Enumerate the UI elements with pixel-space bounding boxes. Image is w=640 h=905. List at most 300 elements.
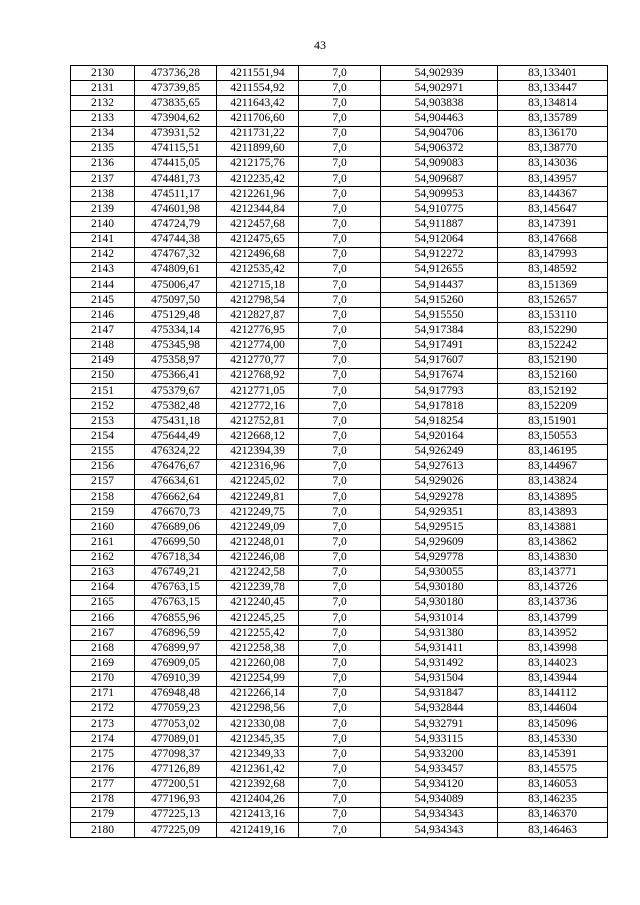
x-coordinate-cell: 473736,28 [135, 66, 217, 81]
x-coordinate-cell: 474115,51 [135, 141, 217, 156]
latitude-cell: 54,915260 [381, 293, 498, 308]
latitude-cell: 54,929609 [381, 535, 498, 550]
longitude-cell: 83,143824 [498, 474, 608, 489]
table-row [71, 444, 608, 459]
y-coordinate-cell: 4212255,42 [217, 626, 299, 641]
y-coordinate-cell: 4212249,75 [217, 505, 299, 520]
height-cell: 7,0 [299, 656, 381, 671]
x-coordinate-cell: 476699,50 [135, 535, 217, 550]
x-coordinate-cell: 474415,05 [135, 156, 217, 171]
latitude-cell: 54,909083 [381, 156, 498, 171]
y-coordinate-cell: 4212316,96 [217, 459, 299, 474]
point-number-cell: 2146 [71, 308, 135, 323]
latitude-cell: 54,912655 [381, 262, 498, 277]
height-cell: 7,0 [299, 762, 381, 777]
y-coordinate-cell: 4212249,09 [217, 520, 299, 535]
longitude-cell: 83,152209 [498, 399, 608, 414]
x-coordinate-cell: 475366,41 [135, 368, 217, 383]
longitude-cell: 83,153110 [498, 308, 608, 323]
longitude-cell: 83,143944 [498, 671, 608, 686]
height-cell: 7,0 [299, 338, 381, 353]
y-coordinate-cell: 4212242,58 [217, 565, 299, 580]
table-row [71, 126, 608, 141]
height-cell: 7,0 [299, 717, 381, 732]
x-coordinate-cell: 477126,89 [135, 762, 217, 777]
point-number-cell: 2162 [71, 550, 135, 565]
point-number-cell: 2148 [71, 338, 135, 353]
point-number-cell: 2145 [71, 293, 135, 308]
latitude-cell: 54,930055 [381, 565, 498, 580]
point-number-cell: 2141 [71, 232, 135, 247]
longitude-cell: 83,143830 [498, 550, 608, 565]
height-cell: 7,0 [299, 262, 381, 277]
table-row [71, 277, 608, 292]
latitude-cell: 54,917793 [381, 383, 498, 398]
longitude-cell: 83,144112 [498, 686, 608, 701]
longitude-cell: 83,151369 [498, 277, 608, 292]
latitude-cell: 54,902971 [381, 81, 498, 96]
point-number-cell: 2136 [71, 156, 135, 171]
x-coordinate-cell: 474724,79 [135, 217, 217, 232]
point-number-cell: 2143 [71, 262, 135, 277]
table-row [71, 807, 608, 822]
height-cell: 7,0 [299, 202, 381, 217]
table-row [71, 202, 608, 217]
table-row [71, 187, 608, 202]
table-row [71, 777, 608, 792]
latitude-cell: 54,932844 [381, 701, 498, 716]
latitude-cell: 54,933200 [381, 747, 498, 762]
latitude-cell: 54,931380 [381, 626, 498, 641]
height-cell: 7,0 [299, 535, 381, 550]
y-coordinate-cell: 4212715,18 [217, 277, 299, 292]
y-coordinate-cell: 4212768,92 [217, 368, 299, 383]
longitude-cell: 83,145575 [498, 762, 608, 777]
point-number-cell: 2132 [71, 96, 135, 111]
y-coordinate-cell: 4212260,08 [217, 656, 299, 671]
latitude-cell: 54,911887 [381, 217, 498, 232]
table-row [71, 626, 608, 641]
y-coordinate-cell: 4212772,16 [217, 399, 299, 414]
y-coordinate-cell: 4212496,68 [217, 247, 299, 262]
longitude-cell: 83,152160 [498, 368, 608, 383]
y-coordinate-cell: 4212774,00 [217, 338, 299, 353]
longitude-cell: 83,135789 [498, 111, 608, 126]
height-cell: 7,0 [299, 777, 381, 792]
latitude-cell: 54,909953 [381, 187, 498, 202]
point-number-cell: 2160 [71, 520, 135, 535]
table-row [71, 580, 608, 595]
x-coordinate-cell: 476324,22 [135, 444, 217, 459]
height-cell: 7,0 [299, 565, 381, 580]
latitude-cell: 54,931014 [381, 611, 498, 626]
table-row [71, 262, 608, 277]
y-coordinate-cell: 4212798,54 [217, 293, 299, 308]
x-coordinate-cell: 474481,73 [135, 171, 217, 186]
table-row [71, 96, 608, 111]
longitude-cell: 83,147668 [498, 232, 608, 247]
longitude-cell: 83,146370 [498, 807, 608, 822]
y-coordinate-cell: 4212235,42 [217, 171, 299, 186]
height-cell: 7,0 [299, 353, 381, 368]
y-coordinate-cell: 4212392,68 [217, 777, 299, 792]
point-number-cell: 2156 [71, 459, 135, 474]
table-row [71, 489, 608, 504]
latitude-cell: 54,929026 [381, 474, 498, 489]
longitude-cell: 83,152657 [498, 293, 608, 308]
point-number-cell: 2179 [71, 807, 135, 822]
y-coordinate-cell: 4212254,99 [217, 671, 299, 686]
height-cell: 7,0 [299, 232, 381, 247]
height-cell: 7,0 [299, 126, 381, 141]
point-number-cell: 2167 [71, 626, 135, 641]
table-row [71, 641, 608, 656]
x-coordinate-cell: 474511,17 [135, 187, 217, 202]
point-number-cell: 2168 [71, 641, 135, 656]
table-row [71, 323, 608, 338]
point-number-cell: 2147 [71, 323, 135, 338]
height-cell: 7,0 [299, 580, 381, 595]
longitude-cell: 83,146235 [498, 792, 608, 807]
point-number-cell: 2133 [71, 111, 135, 126]
latitude-cell: 54,930180 [381, 580, 498, 595]
y-coordinate-cell: 4212419,16 [217, 823, 299, 838]
table-row [71, 747, 608, 762]
y-coordinate-cell: 4212361,42 [217, 762, 299, 777]
table-row [71, 595, 608, 610]
longitude-cell: 83,146053 [498, 777, 608, 792]
longitude-cell: 83,150553 [498, 429, 608, 444]
y-coordinate-cell: 4212413,16 [217, 807, 299, 822]
y-coordinate-cell: 4212475,65 [217, 232, 299, 247]
latitude-cell: 54,903838 [381, 96, 498, 111]
y-coordinate-cell: 4212175,76 [217, 156, 299, 171]
height-cell: 7,0 [299, 520, 381, 535]
table-row [71, 792, 608, 807]
point-number-cell: 2142 [71, 247, 135, 262]
x-coordinate-cell: 476855,96 [135, 611, 217, 626]
point-number-cell: 2154 [71, 429, 135, 444]
longitude-cell: 83,133401 [498, 66, 608, 81]
latitude-cell: 54,930180 [381, 595, 498, 610]
y-coordinate-cell: 4212248,01 [217, 535, 299, 550]
x-coordinate-cell: 474744,38 [135, 232, 217, 247]
y-coordinate-cell: 4211643,42 [217, 96, 299, 111]
x-coordinate-cell: 477059,23 [135, 701, 217, 716]
y-coordinate-cell: 4211706,60 [217, 111, 299, 126]
height-cell: 7,0 [299, 641, 381, 656]
point-number-cell: 2169 [71, 656, 135, 671]
x-coordinate-cell: 476910,39 [135, 671, 217, 686]
table-row [71, 399, 608, 414]
point-number-cell: 2178 [71, 792, 135, 807]
longitude-cell: 83,144367 [498, 187, 608, 202]
y-coordinate-cell: 4212258,38 [217, 641, 299, 656]
height-cell: 7,0 [299, 626, 381, 641]
point-number-cell: 2131 [71, 81, 135, 96]
x-coordinate-cell: 474809,61 [135, 262, 217, 277]
latitude-cell: 54,929278 [381, 489, 498, 504]
point-number-cell: 2134 [71, 126, 135, 141]
x-coordinate-cell: 476689,06 [135, 520, 217, 535]
point-number-cell: 2176 [71, 762, 135, 777]
coordinates-table-body [71, 66, 608, 838]
table-row [71, 520, 608, 535]
longitude-cell: 83,143952 [498, 626, 608, 641]
table-row [71, 66, 608, 81]
point-number-cell: 2140 [71, 217, 135, 232]
y-coordinate-cell: 4212298,56 [217, 701, 299, 716]
table-row [71, 383, 608, 398]
height-cell: 7,0 [299, 429, 381, 444]
height-cell: 7,0 [299, 444, 381, 459]
table-row [71, 535, 608, 550]
table-row [71, 717, 608, 732]
latitude-cell: 54,910775 [381, 202, 498, 217]
table-row [71, 656, 608, 671]
longitude-cell: 83,146195 [498, 444, 608, 459]
latitude-cell: 54,931492 [381, 656, 498, 671]
table-row [71, 414, 608, 429]
latitude-cell: 54,926249 [381, 444, 498, 459]
table-row [71, 732, 608, 747]
height-cell: 7,0 [299, 747, 381, 762]
y-coordinate-cell: 4212349,33 [217, 747, 299, 762]
height-cell: 7,0 [299, 505, 381, 520]
height-cell: 7,0 [299, 732, 381, 747]
y-coordinate-cell: 4212246,08 [217, 550, 299, 565]
x-coordinate-cell: 476763,15 [135, 595, 217, 610]
longitude-cell: 83,146463 [498, 823, 608, 838]
x-coordinate-cell: 475129,48 [135, 308, 217, 323]
latitude-cell: 54,931504 [381, 671, 498, 686]
height-cell: 7,0 [299, 474, 381, 489]
height-cell: 7,0 [299, 141, 381, 156]
longitude-cell: 83,145647 [498, 202, 608, 217]
point-number-cell: 2158 [71, 489, 135, 504]
x-coordinate-cell: 476763,15 [135, 580, 217, 595]
table-row [71, 141, 608, 156]
latitude-cell: 54,917384 [381, 323, 498, 338]
x-coordinate-cell: 475431,18 [135, 414, 217, 429]
table-row [71, 111, 608, 126]
x-coordinate-cell: 476662,64 [135, 489, 217, 504]
table-row [71, 505, 608, 520]
height-cell: 7,0 [299, 96, 381, 111]
height-cell: 7,0 [299, 595, 381, 610]
x-coordinate-cell: 477089,01 [135, 732, 217, 747]
latitude-cell: 54,934343 [381, 823, 498, 838]
latitude-cell: 54,918254 [381, 414, 498, 429]
y-coordinate-cell: 4212752,81 [217, 414, 299, 429]
height-cell: 7,0 [299, 81, 381, 96]
height-cell: 7,0 [299, 807, 381, 822]
point-number-cell: 2177 [71, 777, 135, 792]
x-coordinate-cell: 473904,62 [135, 111, 217, 126]
latitude-cell: 54,934120 [381, 777, 498, 792]
latitude-cell: 54,912064 [381, 232, 498, 247]
table-row [71, 429, 608, 444]
y-coordinate-cell: 4212404,26 [217, 792, 299, 807]
longitude-cell: 83,152242 [498, 338, 608, 353]
page-number: 43 [314, 38, 326, 52]
coordinates-table [70, 65, 608, 838]
height-cell: 7,0 [299, 550, 381, 565]
height-cell: 7,0 [299, 792, 381, 807]
longitude-cell: 83,152290 [498, 323, 608, 338]
table-row [71, 686, 608, 701]
point-number-cell: 2159 [71, 505, 135, 520]
longitude-cell: 83,133447 [498, 81, 608, 96]
y-coordinate-cell: 4212240,45 [217, 595, 299, 610]
x-coordinate-cell: 477225,09 [135, 823, 217, 838]
y-coordinate-cell: 4212776,95 [217, 323, 299, 338]
table-row [71, 459, 608, 474]
x-coordinate-cell: 474767,32 [135, 247, 217, 262]
y-coordinate-cell: 4212668,12 [217, 429, 299, 444]
table-row [71, 823, 608, 838]
latitude-cell: 54,920164 [381, 429, 498, 444]
latitude-cell: 54,931847 [381, 686, 498, 701]
table-row [71, 81, 608, 96]
latitude-cell: 54,934343 [381, 807, 498, 822]
y-coordinate-cell: 4212457,68 [217, 217, 299, 232]
point-number-cell: 2180 [71, 823, 135, 838]
height-cell: 7,0 [299, 293, 381, 308]
table-row [71, 550, 608, 565]
height-cell: 7,0 [299, 459, 381, 474]
longitude-cell: 83,145096 [498, 717, 608, 732]
longitude-cell: 83,144023 [498, 656, 608, 671]
point-number-cell: 2135 [71, 141, 135, 156]
y-coordinate-cell: 4212345,35 [217, 732, 299, 747]
y-coordinate-cell: 4212770,77 [217, 353, 299, 368]
height-cell: 7,0 [299, 217, 381, 232]
y-coordinate-cell: 4212535,42 [217, 262, 299, 277]
longitude-cell: 83,152192 [498, 383, 608, 398]
height-cell: 7,0 [299, 399, 381, 414]
latitude-cell: 54,917674 [381, 368, 498, 383]
point-number-cell: 2152 [71, 399, 135, 414]
latitude-cell: 54,931411 [381, 641, 498, 656]
point-number-cell: 2170 [71, 671, 135, 686]
y-coordinate-cell: 4212266,14 [217, 686, 299, 701]
x-coordinate-cell: 475382,48 [135, 399, 217, 414]
latitude-cell: 54,929351 [381, 505, 498, 520]
latitude-cell: 54,912272 [381, 247, 498, 262]
point-number-cell: 2139 [71, 202, 135, 217]
latitude-cell: 54,902939 [381, 66, 498, 81]
latitude-cell: 54,929778 [381, 550, 498, 565]
height-cell: 7,0 [299, 111, 381, 126]
x-coordinate-cell: 475379,67 [135, 383, 217, 398]
table-row [71, 474, 608, 489]
point-number-cell: 2157 [71, 474, 135, 489]
latitude-cell: 54,906372 [381, 141, 498, 156]
height-cell: 7,0 [299, 187, 381, 202]
x-coordinate-cell: 474601,98 [135, 202, 217, 217]
longitude-cell: 83,138770 [498, 141, 608, 156]
point-number-cell: 2171 [71, 686, 135, 701]
height-cell: 7,0 [299, 686, 381, 701]
latitude-cell: 54,933115 [381, 732, 498, 747]
longitude-cell: 83,143726 [498, 580, 608, 595]
height-cell: 7,0 [299, 383, 381, 398]
longitude-cell: 83,143893 [498, 505, 608, 520]
latitude-cell: 54,917491 [381, 338, 498, 353]
x-coordinate-cell: 475334,14 [135, 323, 217, 338]
latitude-cell: 54,915550 [381, 308, 498, 323]
x-coordinate-cell: 476749,21 [135, 565, 217, 580]
x-coordinate-cell: 473835,65 [135, 96, 217, 111]
longitude-cell: 83,147993 [498, 247, 608, 262]
x-coordinate-cell: 476909,05 [135, 656, 217, 671]
point-number-cell: 2150 [71, 368, 135, 383]
point-number-cell: 2166 [71, 611, 135, 626]
table-row [71, 217, 608, 232]
y-coordinate-cell: 4211551,94 [217, 66, 299, 81]
x-coordinate-cell: 475358,97 [135, 353, 217, 368]
y-coordinate-cell: 4212330,08 [217, 717, 299, 732]
height-cell: 7,0 [299, 671, 381, 686]
height-cell: 7,0 [299, 156, 381, 171]
point-number-cell: 2172 [71, 701, 135, 716]
longitude-cell: 83,145330 [498, 732, 608, 747]
point-number-cell: 2155 [71, 444, 135, 459]
x-coordinate-cell: 477196,93 [135, 792, 217, 807]
height-cell: 7,0 [299, 414, 381, 429]
table-row [71, 701, 608, 716]
point-number-cell: 2137 [71, 171, 135, 186]
y-coordinate-cell: 4212827,87 [217, 308, 299, 323]
y-coordinate-cell: 4212394,39 [217, 444, 299, 459]
y-coordinate-cell: 4212245,25 [217, 611, 299, 626]
height-cell: 7,0 [299, 323, 381, 338]
x-coordinate-cell: 477200,51 [135, 777, 217, 792]
point-number-cell: 2144 [71, 277, 135, 292]
longitude-cell: 83,144604 [498, 701, 608, 716]
table-row [71, 156, 608, 171]
longitude-cell: 83,143862 [498, 535, 608, 550]
height-cell: 7,0 [299, 277, 381, 292]
latitude-cell: 54,917607 [381, 353, 498, 368]
point-number-cell: 2149 [71, 353, 135, 368]
longitude-cell: 83,134814 [498, 96, 608, 111]
point-number-cell: 2173 [71, 717, 135, 732]
longitude-cell: 83,143036 [498, 156, 608, 171]
table-row [71, 293, 608, 308]
height-cell: 7,0 [299, 611, 381, 626]
y-coordinate-cell: 4212344,84 [217, 202, 299, 217]
latitude-cell: 54,933457 [381, 762, 498, 777]
latitude-cell: 54,917818 [381, 399, 498, 414]
longitude-cell: 83,143895 [498, 489, 608, 504]
y-coordinate-cell: 4212771,05 [217, 383, 299, 398]
latitude-cell: 54,932791 [381, 717, 498, 732]
longitude-cell: 83,136170 [498, 126, 608, 141]
longitude-cell: 83,143771 [498, 565, 608, 580]
point-number-cell: 2174 [71, 732, 135, 747]
latitude-cell: 54,904706 [381, 126, 498, 141]
point-number-cell: 2165 [71, 595, 135, 610]
table-row [71, 611, 608, 626]
height-cell: 7,0 [299, 247, 381, 262]
table-row [71, 171, 608, 186]
longitude-cell: 83,143957 [498, 171, 608, 186]
table-row [71, 232, 608, 247]
longitude-cell: 83,148592 [498, 262, 608, 277]
x-coordinate-cell: 477098,37 [135, 747, 217, 762]
